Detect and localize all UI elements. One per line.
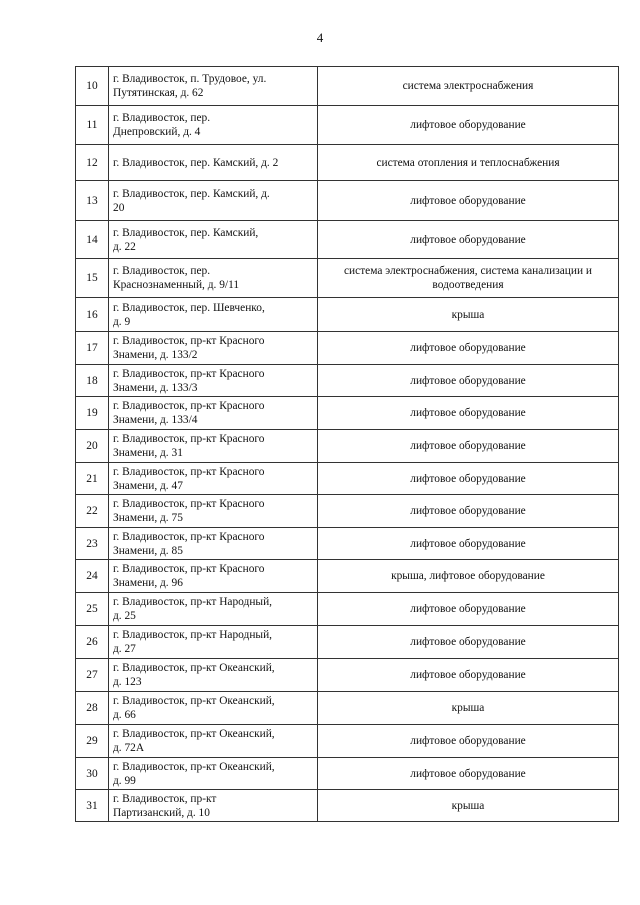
table-row bbox=[76, 397, 619, 430]
page-number: 4 bbox=[316, 30, 324, 45]
address-line: г. Владивосток, пер. Камский, д. 2 bbox=[113, 156, 279, 169]
work-type-line: система электроснабжения, система канализации и bbox=[343, 265, 592, 277]
address-cell bbox=[109, 463, 318, 495]
address-line: г. Владивосток, пр-кт Красного bbox=[113, 563, 265, 575]
row-number: 23 bbox=[76, 528, 109, 560]
work-type-line: лифтовое оборудование bbox=[410, 407, 526, 419]
work-type-cell bbox=[318, 692, 619, 725]
address-line: Краснознаменный, д. 9/11 bbox=[113, 279, 240, 291]
address-line: Знамени, д. 133/4 bbox=[113, 414, 198, 426]
address-line: Знамени, д. 133/3 bbox=[113, 381, 198, 394]
work-type-line: лифтовое оборудование bbox=[410, 440, 526, 452]
address-cell bbox=[109, 397, 318, 430]
work-type-cell bbox=[318, 758, 619, 790]
address-line: г. Владивосток, пр-кт Красного bbox=[113, 400, 265, 412]
row-number: 17 bbox=[76, 332, 109, 365]
address-line: г. Владивосток, пр-кт Красного bbox=[113, 367, 265, 380]
objects-table bbox=[75, 66, 619, 822]
address-cell bbox=[109, 725, 318, 758]
work-type-cell bbox=[318, 332, 619, 365]
address-line: Знамени, д. 133/2 bbox=[113, 349, 198, 361]
address-line: д. 27 bbox=[113, 643, 136, 655]
work-type-cell bbox=[318, 463, 619, 495]
work-type-cell bbox=[318, 106, 619, 145]
table-row bbox=[76, 692, 619, 725]
row-number: 26 bbox=[76, 626, 109, 659]
address-cell bbox=[109, 692, 318, 725]
row-number: 12 bbox=[76, 145, 109, 181]
row-number: 24 bbox=[76, 560, 109, 593]
address-cell bbox=[109, 106, 318, 145]
row-number: 29 bbox=[76, 725, 109, 758]
table-row bbox=[76, 495, 619, 528]
table-body bbox=[76, 67, 619, 822]
address-line: г. Владивосток, пр-кт bbox=[113, 792, 217, 805]
work-type-line: водоотведения bbox=[432, 279, 504, 291]
work-type-cell bbox=[318, 365, 619, 397]
address-line: д. 72А bbox=[113, 742, 145, 754]
address-line: Днепровский, д. 4 bbox=[113, 126, 201, 138]
table-row bbox=[76, 659, 619, 692]
address-line: Знамени, д. 85 bbox=[113, 544, 183, 557]
work-type-line: лифтовое оборудование bbox=[410, 669, 526, 681]
table-row bbox=[76, 106, 619, 145]
address-line: д. 22 bbox=[113, 240, 136, 253]
address-cell bbox=[109, 67, 318, 106]
work-type-line: лифтовое оборудование bbox=[410, 472, 526, 485]
work-type-line: лифтовое оборудование bbox=[410, 119, 526, 131]
work-type-line: лифтовое оборудование bbox=[410, 194, 526, 207]
work-type-cell bbox=[318, 626, 619, 659]
address-cell bbox=[109, 495, 318, 528]
row-number: 22 bbox=[76, 495, 109, 528]
work-type-cell bbox=[318, 495, 619, 528]
address-line: г. Владивосток, пр-кт Красного bbox=[113, 465, 265, 478]
address-line: Знамени, д. 31 bbox=[113, 447, 183, 459]
work-type-line: крыша bbox=[451, 308, 485, 321]
address-line: г. Владивосток, пер. Камский, д. bbox=[113, 187, 270, 200]
row-number: 28 bbox=[76, 692, 109, 725]
address-cell bbox=[109, 560, 318, 593]
table-row bbox=[76, 528, 619, 560]
address-line: г. Владивосток, пр-кт Красного bbox=[113, 498, 265, 510]
work-type-line: лифтовое оборудование bbox=[410, 537, 526, 550]
address-cell bbox=[109, 181, 318, 221]
table-row bbox=[76, 626, 619, 659]
address-line: Знамени, д. 96 bbox=[113, 577, 183, 589]
address-cell bbox=[109, 758, 318, 790]
row-number: 27 bbox=[76, 659, 109, 692]
address-line: г. Владивосток, пр-кт Океанский, bbox=[113, 695, 275, 707]
work-type-line: лифтовое оборудование bbox=[410, 735, 526, 747]
work-type-cell bbox=[318, 145, 619, 181]
row-number: 11 bbox=[76, 106, 109, 145]
address-line: д. 99 bbox=[113, 774, 136, 787]
row-number: 13 bbox=[76, 181, 109, 221]
work-type-line: лифтовое оборудование bbox=[410, 374, 526, 387]
address-line: Партизанский, д. 10 bbox=[113, 806, 210, 819]
work-type-line: лифтовое оборудование bbox=[410, 603, 526, 615]
row-number: 30 bbox=[76, 758, 109, 790]
table-row bbox=[76, 298, 619, 332]
address-line: г. Владивосток, пр-кт Океанский, bbox=[113, 662, 275, 674]
table-row bbox=[76, 593, 619, 626]
table-row bbox=[76, 67, 619, 106]
address-line: д. 25 bbox=[113, 610, 136, 622]
address-line: г. Владивосток, пр-кт Красного bbox=[113, 530, 265, 543]
row-number: 31 bbox=[76, 790, 109, 822]
work-type-line: крыша bbox=[451, 702, 485, 714]
work-type-line: лифтовое оборудование bbox=[410, 342, 526, 354]
row-number: 20 bbox=[76, 430, 109, 463]
address-line: г. Владивосток, пр-кт Океанский, bbox=[113, 728, 275, 740]
row-number: 18 bbox=[76, 365, 109, 397]
address-line: Знамени, д. 47 bbox=[113, 479, 183, 492]
address-cell bbox=[109, 790, 318, 822]
address-cell bbox=[109, 626, 318, 659]
work-type-cell bbox=[318, 560, 619, 593]
address-line: д. 123 bbox=[113, 676, 142, 688]
work-type-cell bbox=[318, 528, 619, 560]
work-type-line: крыша, лифтовое оборудование bbox=[391, 570, 545, 582]
work-type-cell bbox=[318, 397, 619, 430]
address-cell bbox=[109, 593, 318, 626]
work-type-cell bbox=[318, 790, 619, 822]
address-line: д. 9 bbox=[113, 315, 131, 328]
address-line: г. Владивосток, пр-кт Океанский, bbox=[113, 760, 275, 773]
address-cell bbox=[109, 528, 318, 560]
address-line: г. Владивосток, пер. Камский, bbox=[113, 226, 259, 239]
work-type-cell bbox=[318, 430, 619, 463]
row-number: 10 bbox=[76, 67, 109, 106]
address-line: 20 bbox=[113, 201, 125, 214]
work-type-line: лифтовое оборудование bbox=[410, 233, 526, 246]
work-type-cell bbox=[318, 659, 619, 692]
address-cell bbox=[109, 259, 318, 298]
address-line: г. Владивосток, п. Трудовое, ул. bbox=[113, 73, 267, 85]
table-row bbox=[76, 145, 619, 181]
table-row bbox=[76, 259, 619, 298]
address-line: г. Владивосток, пр-кт Красного bbox=[113, 335, 265, 347]
address-line: г. Владивосток, пр-кт Красного bbox=[113, 433, 265, 445]
address-line: г. Владивосток, пер. bbox=[113, 112, 211, 124]
row-number: 21 bbox=[76, 463, 109, 495]
address-line: г. Владивосток, пр-кт Народный, bbox=[113, 596, 273, 608]
table-row bbox=[76, 332, 619, 365]
address-line: Знамени, д. 75 bbox=[113, 512, 183, 524]
address-line: Путятинская, д. 62 bbox=[113, 87, 204, 99]
work-type-cell bbox=[318, 298, 619, 332]
address-cell bbox=[109, 365, 318, 397]
work-type-line: лифтовое оборудование bbox=[410, 636, 526, 648]
work-type-line: система электроснабжения bbox=[402, 80, 534, 92]
row-number: 16 bbox=[76, 298, 109, 332]
work-type-cell bbox=[318, 67, 619, 106]
address-cell bbox=[109, 298, 318, 332]
row-number: 14 bbox=[76, 221, 109, 259]
row-number: 15 bbox=[76, 259, 109, 298]
work-type-cell bbox=[318, 181, 619, 221]
work-type-cell bbox=[318, 725, 619, 758]
table-row bbox=[76, 790, 619, 822]
row-number: 25 bbox=[76, 593, 109, 626]
table-row bbox=[76, 221, 619, 259]
row-number: 19 bbox=[76, 397, 109, 430]
table-row bbox=[76, 463, 619, 495]
address-line: г. Владивосток, пер. bbox=[113, 265, 211, 277]
work-type-line: лифтовое оборудование bbox=[410, 505, 526, 517]
work-type-line: система отопления и теплоснабжения bbox=[376, 156, 560, 169]
address-line: д. 66 bbox=[113, 709, 136, 721]
work-type-line: лифтовое оборудование bbox=[410, 767, 526, 780]
table-row bbox=[76, 758, 619, 790]
work-type-cell bbox=[318, 221, 619, 259]
table-row bbox=[76, 430, 619, 463]
address-cell bbox=[109, 145, 318, 181]
address-cell bbox=[109, 221, 318, 259]
work-type-line: крыша bbox=[451, 799, 485, 812]
work-type-cell bbox=[318, 259, 619, 298]
address-cell bbox=[109, 332, 318, 365]
table-row bbox=[76, 725, 619, 758]
work-type-cell bbox=[318, 593, 619, 626]
table-row bbox=[76, 365, 619, 397]
address-line: г. Владивосток, пер. Шевченко, bbox=[113, 301, 265, 314]
table-row bbox=[76, 181, 619, 221]
table-row bbox=[76, 560, 619, 593]
address-line: г. Владивосток, пр-кт Народный, bbox=[113, 629, 273, 641]
address-cell bbox=[109, 659, 318, 692]
address-cell bbox=[109, 430, 318, 463]
